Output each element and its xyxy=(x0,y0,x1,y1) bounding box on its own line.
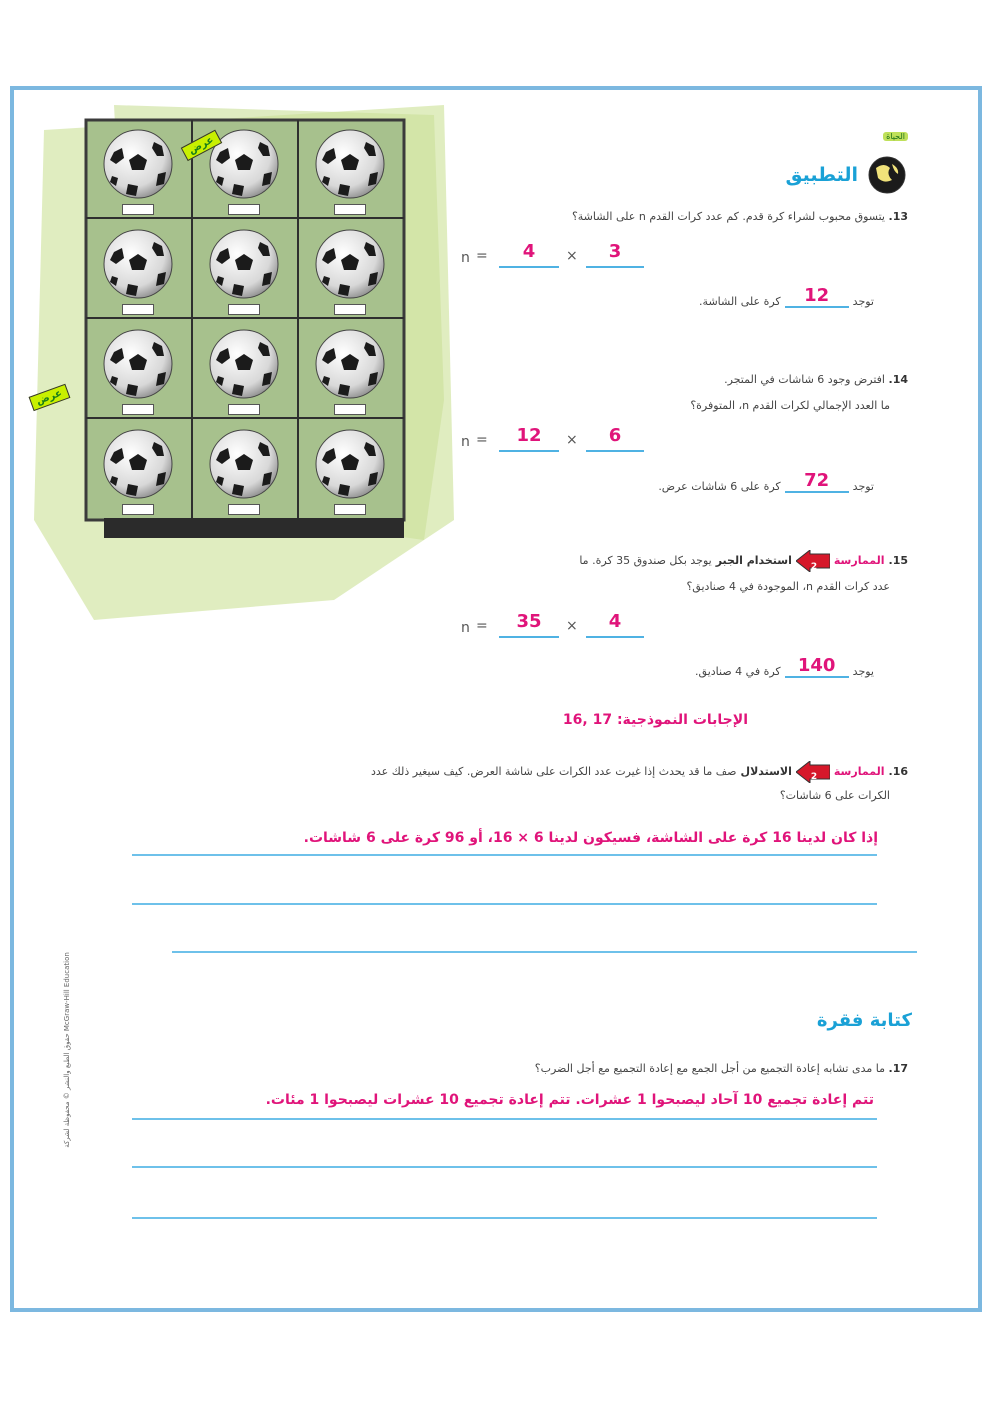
page-frame: عرض عرض التطبيق الحياة 13. يتسوق محبوب لشراء كرة قدم. كم عدد كرات القدم n على الشاشة؟ n = 4 × 3 توجد 12 كرة على الشاشة. 14. افترض وجود 6 شاشات في المتجر. ما العدد الإجمالي لكرات القدم n، المتوفرة؟ n = 12 × 6 توجد 72 كرة على 6 شاشات عرض. 15. الممارسة 2 استخدام الجبر يوجد بكل صندوق 35 كرة. ما عدد كرات القدم n، الموجودة في 4 صناديق؟ n = 35 × 4 يوجد 140 كرة في 4 صناديق. الإجابات النموذجية: 17 ,16 16. الممارسة 2 الاستدلال صف ما قد يحدث إذا غيرت عدد الكرات على شاشة العرض. كيف سيغير ذلك عدد الكرات على 6 شاشات؟ إذا كان لدينا 16 كرة على الشاشة، فسيكون لدينا 6 × 16، أو 96 كرة على 6 شاشات. كتابة فقرة 17. ما مدى تشابه إعادة التجميع من أجل الجمع مع إعادة التجميع مع أجل الضرب؟ تتم إعادة تجميع 10 آحاد ليصبحوا 1 عشرات. تتم إعادة تجميع 10 عشرات ليصبحوا 1 مئات. حقوق الطبع والنشر © محفوظة لشركة McGraw-Hill Education xyxy=(10,86,982,1312)
eq-times: × xyxy=(566,248,578,264)
soccer-ball xyxy=(102,228,174,300)
section-heading xyxy=(785,154,908,196)
writing-title: كتابة فقرة xyxy=(816,1010,912,1031)
problem-line: يتسوق محبوب لشراء كرة قدم. كم عدد كرات القدم n على الشاشة؟ xyxy=(571,210,885,223)
shelf-price-label xyxy=(334,404,366,415)
problem-17-text: 17. ما مدى تشابه إعادة التجميع من أجل الجمع مع إعادة التجميع مع أجل الضرب؟ xyxy=(534,1062,908,1075)
problem-number: 13. xyxy=(888,210,908,223)
answer-blank[interactable]: 12 xyxy=(785,285,849,308)
soccer-ball xyxy=(314,228,386,300)
problem-15-text: 15. الممارسة 2 استخدام الجبر يوجد بكل صندوق 35 كرة. ما عدد كرات القدم n، الموجودة في 4 صناديق؟ xyxy=(579,548,908,600)
practice-skill: الاستدلال xyxy=(740,765,792,778)
practice-arrow-icon: 2 xyxy=(796,761,830,783)
display-tag-top: عرض xyxy=(181,130,222,161)
shelf-price-label xyxy=(228,304,260,315)
answer-line xyxy=(132,1118,877,1120)
problem-16-handwritten-answer: إذا كان لدينا 16 كرة على الشاشة، فسيكون لدينا 6 × 16، أو 96 كرة على 6 شاشات. xyxy=(303,830,878,846)
soccer-ball xyxy=(208,428,280,500)
display-tag-side: عرض xyxy=(29,384,70,411)
section-title: التطبيق xyxy=(785,164,858,186)
practice-label: الممارسة xyxy=(833,554,885,567)
eq-blank-a[interactable]: 35 xyxy=(499,610,559,638)
globe-icon xyxy=(866,154,908,196)
shelf-price-label xyxy=(122,304,154,315)
answer-blank[interactable]: 72 xyxy=(785,470,849,493)
soccer-ball xyxy=(102,128,174,200)
answer-line xyxy=(132,1217,877,1219)
shelf-price-label xyxy=(334,504,366,515)
problem-13-text xyxy=(572,210,908,223)
soccer-ball xyxy=(208,328,280,400)
eq-equals: = xyxy=(476,248,488,264)
answer-blank[interactable]: 140 xyxy=(785,655,849,678)
soccer-ball xyxy=(102,428,174,500)
section-icon-badge: الحياة xyxy=(883,132,908,141)
shelf-price-label xyxy=(228,504,260,515)
soccer-ball xyxy=(314,328,386,400)
sample-answers: الإجابات النموذجية: 17 ,16 xyxy=(562,712,748,728)
practice-arrow-icon: 2 xyxy=(796,550,830,572)
shelf-price-label xyxy=(122,504,154,515)
answer-line xyxy=(172,951,917,953)
credits-container xyxy=(62,840,72,1260)
problem-14-text: 14. افترض وجود 6 شاشات في المتجر. ما العدد الإجمالي لكرات القدم n، المتوفرة؟ xyxy=(690,373,908,412)
soccer-ball xyxy=(314,128,386,200)
answer-line xyxy=(132,1166,877,1168)
soccer-ball xyxy=(314,428,386,500)
shelf-price-label xyxy=(228,404,260,415)
eq-blank-b[interactable]: 6 xyxy=(586,424,644,452)
practice-label: الممارسة xyxy=(833,765,885,778)
practice-skill: استخدام الجبر xyxy=(715,554,792,567)
eq-variable: n xyxy=(461,250,470,266)
soccer-ball xyxy=(102,328,174,400)
problem-17-handwritten-answer: تتم إعادة تجميع 10 آحاد ليصبحوا 1 عشرات. تتم إعادة تجميع 10 عشرات ليصبحوا 1 مئات. xyxy=(265,1092,874,1108)
problem-15-answer: يوجد 140 كرة في 4 صناديق. xyxy=(695,655,874,678)
shelf-price-label xyxy=(228,204,260,215)
eq-blank-b[interactable]: 4 xyxy=(586,610,644,638)
answer-line xyxy=(132,854,877,856)
shelf-price-label xyxy=(122,204,154,215)
answer-line xyxy=(132,903,877,905)
shelf-price-label xyxy=(122,404,154,415)
eq-blank-a[interactable]: 12 xyxy=(499,424,559,452)
shelf-price-label xyxy=(334,204,366,215)
problem-16-text: 16. الممارسة 2 الاستدلال صف ما قد يحدث إذا غيرت عدد الكرات على شاشة العرض. كيف سيغير ذلك عدد الكرات على 6 شاشات؟ xyxy=(371,760,908,808)
problem-13-answer: توجد 12 كرة على الشاشة. xyxy=(699,285,874,308)
eq-blank-a[interactable]: 4 xyxy=(499,240,559,268)
eq-blank-b[interactable]: 3 xyxy=(586,240,644,268)
shelf-price-label xyxy=(334,304,366,315)
problem-14-answer: توجد 72 كرة على 6 شاشات عرض. xyxy=(658,470,874,493)
soccer-ball xyxy=(208,228,280,300)
credits: حقوق الطبع والنشر © محفوظة لشركة McGraw-Hill Education xyxy=(63,952,71,1148)
